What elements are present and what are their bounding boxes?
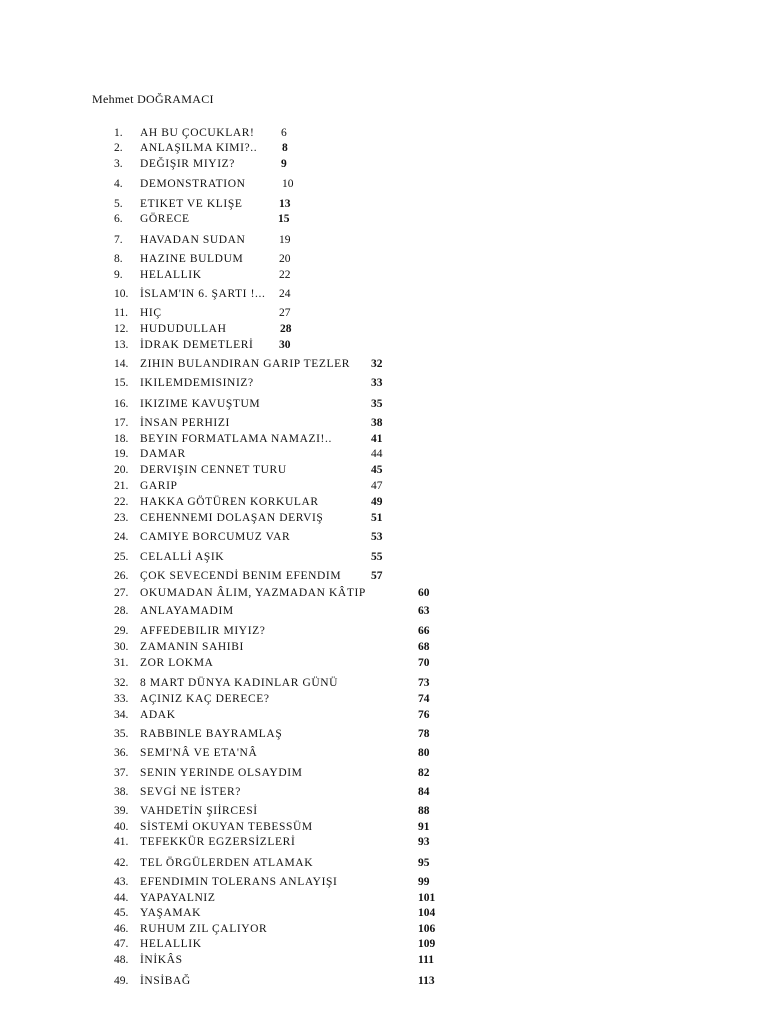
toc-entry-number: 20. — [114, 464, 129, 476]
toc-entry-title: VAHDETİN ŞIİRCESİ — [140, 805, 258, 817]
toc-entry-title: TEL ÖRGÜLERDEN ATLAMAK — [140, 857, 314, 869]
toc-entry — [0, 432, 768, 446]
toc-entry-page-number: 9 — [281, 158, 287, 170]
toc-entry-number: 33. — [114, 693, 129, 705]
toc-entry-number: 35. — [114, 728, 129, 740]
toc-entry-number: 32. — [114, 677, 129, 689]
toc-entry — [0, 463, 768, 477]
toc-entry-title: EFENDIMIN TOLERANS ANLAYIŞI — [140, 876, 338, 888]
toc-entry-page-number: 45 — [371, 464, 383, 476]
toc-entry-number: 49. — [114, 975, 129, 987]
toc-entry-number: 46. — [114, 923, 129, 935]
toc-entry — [0, 357, 768, 371]
toc-entry — [0, 233, 768, 247]
toc-entry-number: 26. — [114, 570, 129, 582]
toc-entry-title: SİSTEMİ OKUYAN TEBESSÜM — [140, 821, 313, 833]
toc-entry-page-number: 95 — [418, 857, 430, 869]
toc-entry-title: ADAK — [140, 709, 176, 721]
toc-entry — [0, 785, 768, 799]
toc-entry-number: 7. — [114, 234, 123, 246]
toc-entry-title: SEVGİ NE İSTER? — [140, 786, 241, 798]
toc-entry — [0, 306, 768, 320]
toc-entry-title: BEYIN FORMATLAMA NAMAZI!.. — [140, 433, 332, 445]
toc-entry-number: 36. — [114, 747, 129, 759]
toc-entry — [0, 804, 768, 818]
toc-entry-page-number: 10 — [282, 178, 294, 190]
toc-entry-title: IKIZIME KAVUŞTUM — [140, 398, 261, 410]
toc-entry-title: ZAMANIN SAHIBI — [140, 641, 244, 653]
toc-entry — [0, 676, 768, 690]
toc-entry-page-number: 38 — [371, 417, 383, 429]
toc-entry-page-number: 35 — [371, 398, 383, 410]
toc-entry-title: DERVIŞIN CENNET TURU — [140, 464, 287, 476]
toc-entry-number: 2. — [114, 142, 123, 154]
toc-entry-number: 18. — [114, 433, 129, 445]
toc-entry-page-number: 106 — [418, 923, 436, 935]
toc-entry-title: AFFEDEBILIR MIYIZ? — [140, 625, 266, 637]
toc-entry-page-number: 80 — [418, 747, 430, 759]
toc-entry — [0, 922, 768, 936]
toc-entry-number: 10. — [114, 288, 129, 300]
toc-entry-number: 30. — [114, 641, 129, 653]
toc-entry-number: 40. — [114, 821, 129, 833]
toc-entry-title: ANLAYAMADIM — [140, 605, 234, 617]
toc-entry-title: GARIP — [140, 480, 178, 492]
toc-entry-page-number: 44 — [371, 448, 383, 460]
toc-entry — [0, 511, 768, 525]
toc-entry — [0, 974, 768, 988]
toc-entry — [0, 126, 768, 140]
toc-entry-title: ZOR LOKMA — [140, 657, 214, 669]
toc-entry-page-number: 66 — [418, 625, 430, 637]
toc-entry-number: 42. — [114, 857, 129, 869]
toc-entry — [0, 875, 768, 889]
author-name: Mehmet DOĞRAMACI — [92, 92, 214, 106]
toc-entry-title: RABBINLE BAYRAMLAŞ — [140, 728, 283, 740]
toc-entry-page-number: 74 — [418, 693, 430, 705]
toc-entry — [0, 530, 768, 544]
toc-entry-title: AÇINIZ KAÇ DERECE? — [140, 693, 270, 705]
toc-entry — [0, 495, 768, 509]
toc-entry-page-number: 24 — [279, 288, 291, 300]
toc-entry-page-number: 28 — [280, 323, 292, 335]
toc-entry-number: 9. — [114, 269, 123, 281]
toc-entry-page-number: 51 — [371, 512, 383, 524]
toc-entry-page-number: 41 — [371, 433, 383, 445]
toc-entry-title: RUHUM ZIL ÇALIYOR — [140, 923, 268, 935]
toc-entry-title: HAZINE BULDUM — [140, 253, 244, 265]
toc-entry-page-number: 104 — [418, 907, 436, 919]
toc-entry-page-number: 47 — [371, 480, 383, 492]
toc-entry-title: OKUMADAN ÂLIM, YAZMADAN KÂTIP — [140, 587, 366, 599]
toc-entry — [0, 953, 768, 967]
toc-entry-number: 14. — [114, 358, 129, 370]
toc-entry — [0, 569, 768, 583]
toc-entry-title: İDRAK DEMETLERİ — [140, 339, 254, 351]
toc-entry-title: HUDUDULLAH — [140, 323, 227, 335]
toc-entry-number: 25. — [114, 551, 129, 563]
toc-entry — [0, 479, 768, 493]
toc-entry-page-number: 22 — [279, 269, 291, 281]
toc-entry — [0, 906, 768, 920]
toc-entry — [0, 727, 768, 741]
toc-entry-number: 43. — [114, 876, 129, 888]
toc-entry-number: 27. — [114, 587, 129, 599]
toc-entry-number: 5. — [114, 198, 123, 210]
toc-entry-page-number: 33 — [371, 377, 383, 389]
toc-entry-number: 1. — [114, 127, 123, 139]
toc-entry — [0, 856, 768, 870]
toc-entry-title: AH BU ÇOCUKLAR! — [140, 127, 255, 139]
toc-entry — [0, 376, 768, 390]
toc-entry-title: İSLAM'IN 6. ŞARTI !... — [140, 288, 266, 300]
toc-entry — [0, 586, 768, 600]
toc-entry-page-number: 93 — [418, 836, 430, 848]
toc-entry-page-number: 113 — [418, 975, 435, 987]
toc-entry-title: IKILEMDEMISINIZ? — [140, 377, 254, 389]
toc-entry-title: ÇOK SEVECENDİ BENIM EFENDIM — [140, 570, 342, 582]
toc-entry-page-number: 76 — [418, 709, 430, 721]
toc-entry — [0, 820, 768, 834]
toc-entry — [0, 157, 768, 171]
toc-entry-page-number: 8 — [282, 142, 288, 154]
toc-entry — [0, 692, 768, 706]
toc-entry-number: 39. — [114, 805, 129, 817]
toc-entry — [0, 197, 768, 211]
toc-entry-title: HAVADAN SUDAN — [140, 234, 246, 246]
toc-entry-number: 21. — [114, 480, 129, 492]
toc-entry-page-number: 15 — [278, 213, 290, 225]
toc-entry — [0, 287, 768, 301]
toc-entry — [0, 624, 768, 638]
toc-entry — [0, 322, 768, 336]
toc-entry-page-number: 78 — [418, 728, 430, 740]
toc-entry-number: 41. — [114, 836, 129, 848]
toc-entry-number: 19. — [114, 448, 129, 460]
toc-entry — [0, 338, 768, 352]
toc-entry — [0, 766, 768, 780]
toc-entry-page-number: 109 — [418, 938, 436, 950]
toc-entry — [0, 656, 768, 670]
toc-entry-title: CAMIYE BORCUMUZ VAR — [140, 531, 291, 543]
toc-entry — [0, 447, 768, 461]
toc-entry-title: YAPAYALNIZ — [140, 892, 216, 904]
toc-entry-title: DEĞIŞIR MIYIZ? — [140, 158, 235, 170]
toc-entry-title: YAŞAMAK — [140, 907, 202, 919]
toc-entry-title: DAMAR — [140, 448, 186, 460]
toc-entry-page-number: 49 — [371, 496, 383, 508]
toc-entry — [0, 252, 768, 266]
toc-entry-title: HIÇ — [140, 307, 162, 319]
toc-entry — [0, 141, 768, 155]
toc-entry-page-number: 27 — [279, 307, 291, 319]
toc-entry-number: 15. — [114, 377, 129, 389]
toc-entry-number: 6. — [114, 213, 123, 225]
toc-entry-title: GÖRECE — [140, 213, 190, 225]
toc-entry-page-number: 30 — [279, 339, 291, 351]
toc-entry — [0, 550, 768, 564]
toc-entry-page-number: 82 — [418, 767, 430, 779]
toc-entry-title: HELALLIK — [140, 269, 202, 281]
toc-entry-title: TEFEKKÜR EGZERSİZLERİ — [140, 836, 296, 848]
toc-entry — [0, 212, 768, 226]
toc-entry-number: 11. — [114, 307, 128, 319]
toc-entry-number: 48. — [114, 954, 129, 966]
toc-entry-page-number: 60 — [418, 587, 430, 599]
toc-entry-title: ANLAŞILMA KIMI?.. — [140, 142, 258, 154]
toc-entry — [0, 891, 768, 905]
toc-entry — [0, 746, 768, 760]
toc-entry-page-number: 63 — [418, 605, 430, 617]
toc-entry-number: 13. — [114, 339, 129, 351]
toc-entry-page-number: 99 — [418, 876, 430, 888]
toc-entry — [0, 177, 768, 191]
toc-entry-title: İNSİBAĞ — [140, 975, 191, 987]
toc-entry-page-number: 101 — [418, 892, 436, 904]
toc-entry — [0, 937, 768, 951]
toc-entry — [0, 416, 768, 430]
toc-entry-number: 28. — [114, 605, 129, 617]
toc-entry-title: İNSAN PERHIZI — [140, 417, 230, 429]
toc-entry — [0, 708, 768, 722]
toc-entry-number: 8. — [114, 253, 123, 265]
toc-entry-page-number: 32 — [371, 358, 383, 370]
toc-entry-number: 34. — [114, 709, 129, 721]
toc-entry-page-number: 13 — [279, 198, 291, 210]
toc-entry-page-number: 111 — [418, 954, 434, 966]
toc-entry-page-number: 19 — [279, 234, 291, 246]
toc-entry-number: 16. — [114, 398, 129, 410]
toc-entry-title: ZIHIN BULANDIRAN GARIP TEZLER — [140, 358, 351, 370]
toc-entry-page-number: 70 — [418, 657, 430, 669]
toc-entry-page-number: 55 — [371, 551, 383, 563]
toc-entry-title: İNİKÂS — [140, 954, 183, 966]
toc-entry — [0, 640, 768, 654]
toc-entry-number: 23. — [114, 512, 129, 524]
toc-entry-title: CELALLİ AŞIK — [140, 551, 225, 563]
toc-entry — [0, 604, 768, 618]
toc-entry-number: 47. — [114, 938, 129, 950]
toc-entry-number: 4. — [114, 178, 123, 190]
toc-entry-number: 22. — [114, 496, 129, 508]
toc-entry-title: DEMONSTRATION — [140, 178, 246, 190]
toc-entry-title: HAKKA GÖTÜREN KORKULAR — [140, 496, 319, 508]
toc-entry-page-number: 68 — [418, 641, 430, 653]
toc-entry — [0, 835, 768, 849]
toc-entry-number: 44. — [114, 892, 129, 904]
toc-entry-number: 37. — [114, 767, 129, 779]
toc-entry-page-number: 6 — [281, 127, 287, 139]
toc-entry-number: 31. — [114, 657, 129, 669]
toc-entry-number: 12. — [114, 323, 129, 335]
toc-entry-page-number: 53 — [371, 531, 383, 543]
toc-entry-title: SENIN YERINDE OLSAYDIM — [140, 767, 303, 779]
toc-entry-title: SEMI'NÂ VE ETA'NÂ — [140, 747, 258, 759]
toc-entry-number: 45. — [114, 907, 129, 919]
toc-entry-page-number: 91 — [418, 821, 430, 833]
toc-entry — [0, 268, 768, 282]
toc-entry-title: 8 MART DÜNYA KADINLAR GÜNÜ — [140, 677, 339, 689]
toc-entry-page-number: 20 — [279, 253, 291, 265]
toc-entry-number: 38. — [114, 786, 129, 798]
toc-entry-number: 17. — [114, 417, 129, 429]
toc-entry-number: 3. — [114, 158, 123, 170]
toc-entry-title: ETIKET VE KLIŞE — [140, 198, 243, 210]
toc-entry-title: HELALLIK — [140, 938, 202, 950]
toc-entry-page-number: 57 — [371, 570, 383, 582]
toc-entry-page-number: 84 — [418, 786, 430, 798]
toc-entry-number: 29. — [114, 625, 129, 637]
toc-entry-page-number: 73 — [418, 677, 430, 689]
toc-entry-title: CEHENNEMI DOLAŞAN DERVIŞ — [140, 512, 324, 524]
toc-entry-number: 24. — [114, 531, 129, 543]
toc-entry — [0, 397, 768, 411]
toc-entry-page-number: 88 — [418, 805, 430, 817]
